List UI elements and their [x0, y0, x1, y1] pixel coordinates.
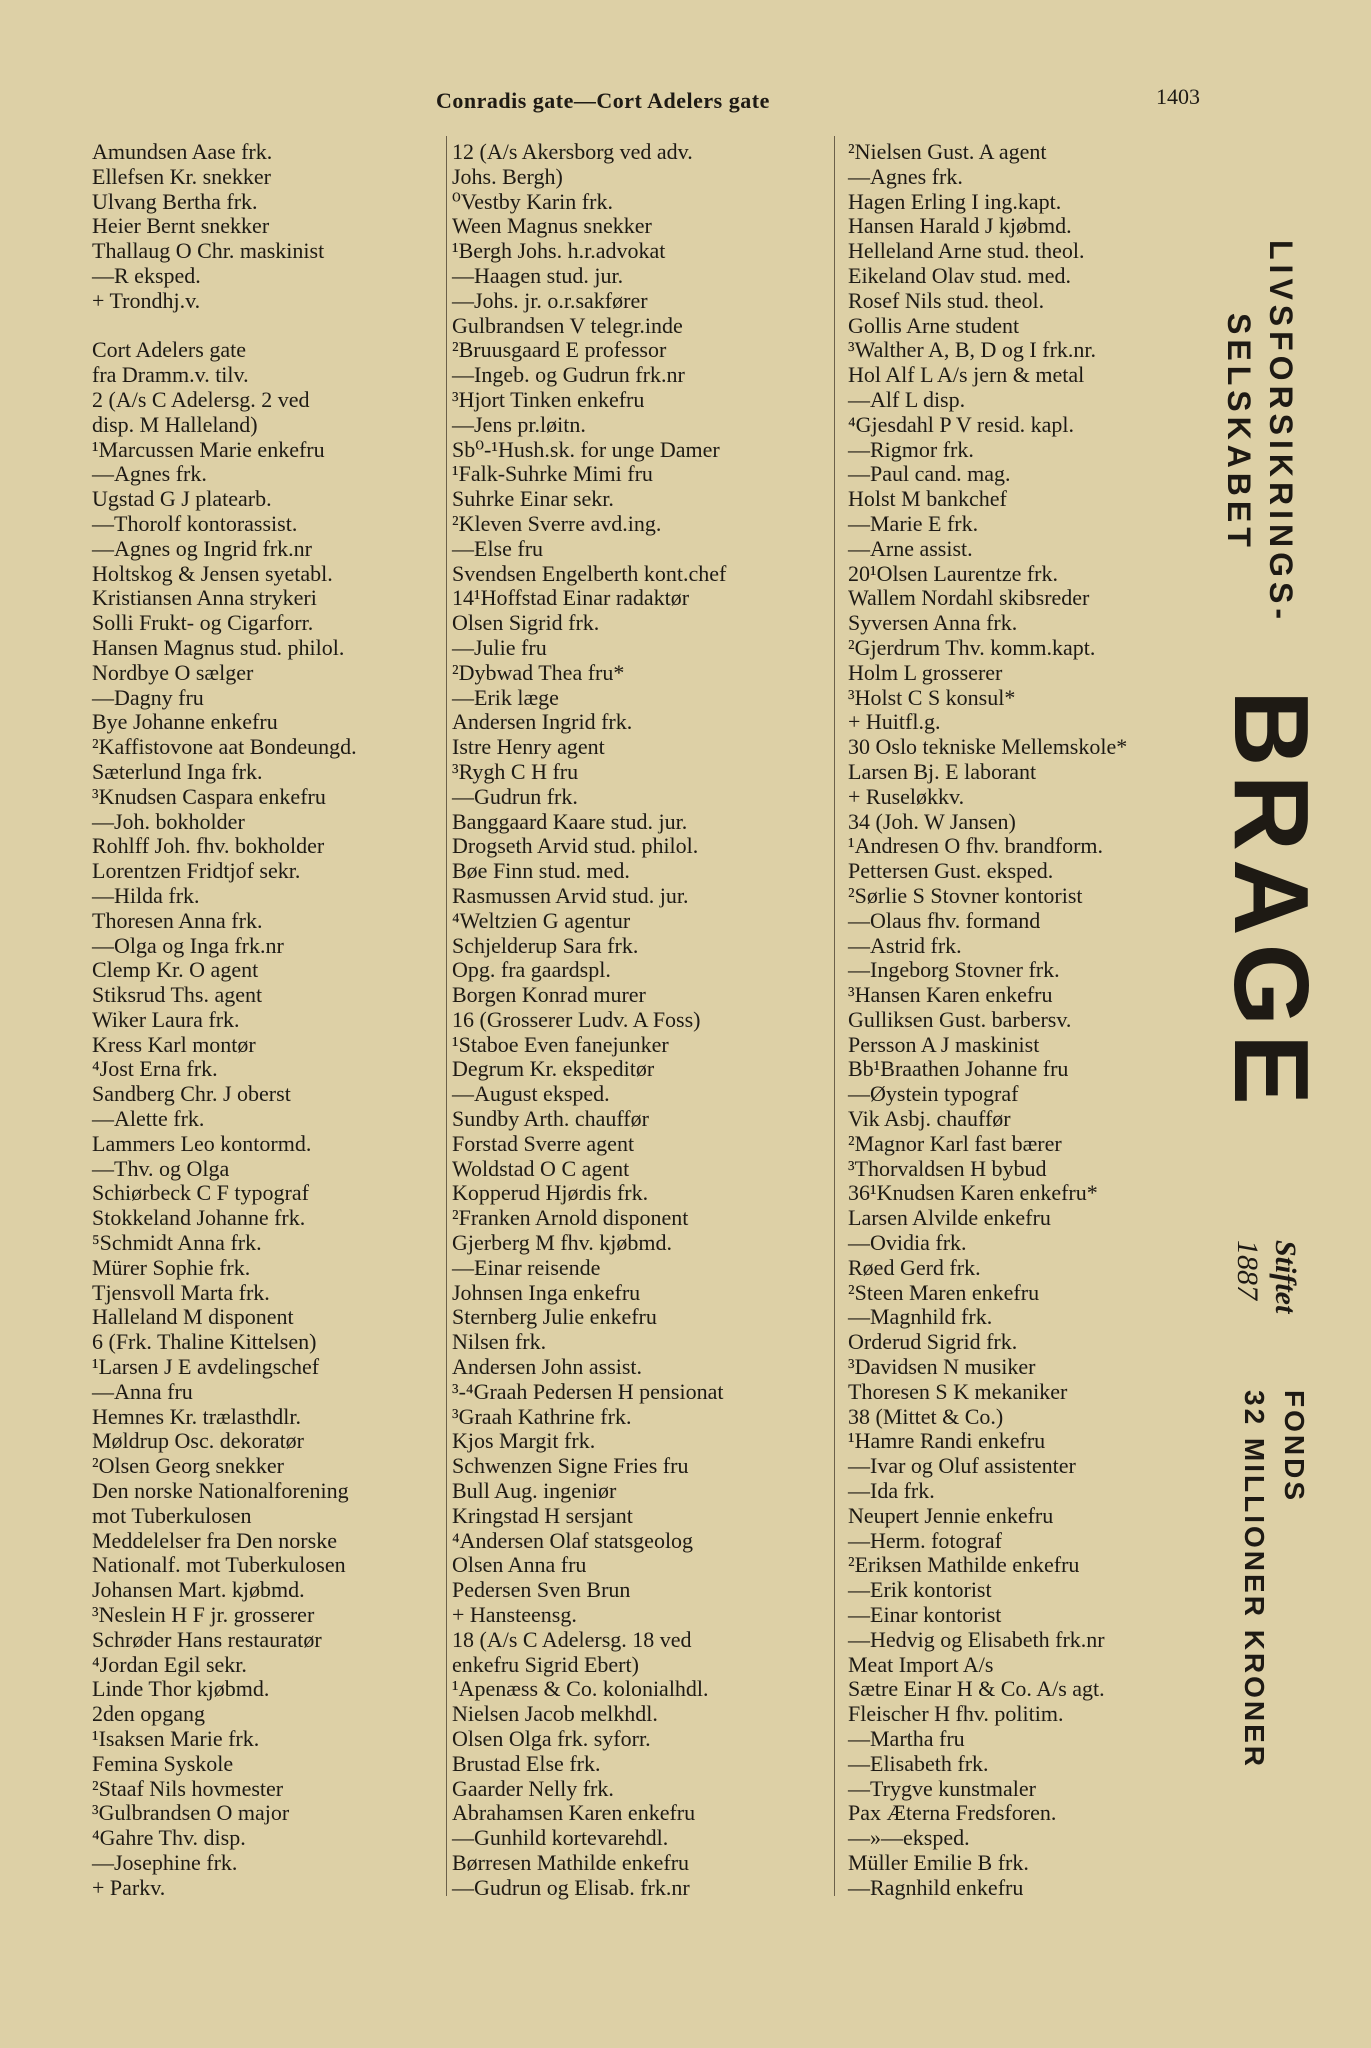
directory-entry: mot Tuberkulosen [92, 1502, 252, 1528]
directory-entry: Nordbye O sælger [92, 659, 254, 685]
directory-entry: Thoresen Anna frk. [92, 907, 263, 933]
directory-entry: ¹Hamre Randi enkefru [848, 1428, 1046, 1454]
directory-entry: ²Dybwad Thea fru* [452, 659, 625, 685]
ad-line-1: LIVSFORSIKRINGS- [1263, 240, 1299, 625]
directory-entry: Nilsen frk. [452, 1329, 547, 1355]
directory-entry: ²Olsen Georg snekker [92, 1453, 284, 1479]
directory-entry: Bye Johanne enkefru [92, 709, 278, 735]
directory-entry: Schwenzen Signe Fries fru [452, 1453, 689, 1479]
directory-entry: Sundby Arth. chauffør [452, 1106, 649, 1132]
directory-entry: ²Staaf Nils hovmester [92, 1775, 284, 1801]
directory-entry: —Else fru [452, 535, 544, 561]
directory-entry: Drogseth Arvid stud. philol. [452, 833, 699, 859]
directory-entry: —Anna fru [92, 1378, 193, 1404]
directory-entry: Femina Syskole [92, 1750, 234, 1776]
directory-entry: Johansen Mart. kjøbmd. [92, 1577, 305, 1603]
directory-entry: 20¹Olsen Laurentze frk. [848, 560, 1059, 586]
directory-column-3 [848, 140, 1226, 1901]
directory-entry: 30 Oslo tekniske Mellemskole* [848, 734, 1128, 760]
directory-entry: —Ida frk. [848, 1478, 935, 1504]
directory-entry: ³Hjort Tinken enkefru [452, 386, 645, 412]
directory-entry: Hansen Harald J kjøbmd. [848, 213, 1072, 239]
directory-entry: —August eksped. [452, 1081, 610, 1107]
directory-entry: Kopperud Hjørdis frk. [452, 1180, 649, 1206]
directory-entry: —Alette frk. [92, 1106, 205, 1132]
directory-entry: —Ingeb. og Gudrun frk.nr [452, 362, 685, 388]
directory-entry: —Hilda frk. [92, 882, 200, 908]
directory-entry: Hemnes Kr. trælasthdlr. [92, 1403, 301, 1429]
directory-entry: Neupert Jennie enkefru [848, 1502, 1054, 1528]
directory-entry: —Einar reisende [452, 1254, 601, 1280]
directory-entry: Rosef Nils stud. theol. [848, 287, 1045, 313]
directory-entry: Thoresen S K mekaniker [848, 1378, 1068, 1404]
directory-entry: —Agnes frk. [92, 461, 207, 487]
directory-entry: Olsen Olga frk. syforr. [452, 1726, 651, 1751]
directory-entry: —R eksped. [92, 262, 201, 288]
directory-entry: Kress Karl montør [92, 1031, 256, 1057]
directory-entry: Wallem Nordahl skibsreder [848, 585, 1090, 611]
ad-founded [1228, 1240, 1304, 1313]
directory-entry: 2den opgang [92, 1701, 206, 1727]
directory-column-2 [452, 140, 838, 1901]
directory-entry: —Josephine frk. [92, 1849, 238, 1875]
directory-entry: ³-⁴Graah Pedersen H pensionat [452, 1378, 724, 1404]
directory-entry: Mürer Sophie frk. [92, 1254, 251, 1280]
directory-entry: —Johs. jr. o.r.sakfører [452, 287, 648, 313]
directory-entry: Børresen Mathilde enkefru [452, 1849, 690, 1875]
directory-entry: Nationalf. mot Tuberkulosen [92, 1552, 346, 1578]
directory-entry: Schrøder Hans restauratør [92, 1626, 322, 1652]
directory-entry: Bb¹Braathen Johanne fru [848, 1056, 1069, 1082]
directory-entry: Andersen John assist. [452, 1354, 643, 1380]
directory-entry: Amundsen Aase frk. [92, 139, 273, 164]
directory-entry: Thallaug O Chr. maskinist [92, 238, 325, 264]
directory-entry: Stiksrud Ths. agent [92, 982, 263, 1008]
ad-line-2: SELSKABET [1221, 312, 1257, 552]
directory-entry: 14¹Hoffstad Einar radaktør [452, 585, 690, 611]
directory-entry: Opg. fra gaardspl. [452, 957, 611, 983]
directory-entry: —Arne assist. [848, 535, 973, 561]
directory-entry: —Magnhild frk. [848, 1304, 993, 1330]
directory-entry: ⁴Jost Erna frk. [92, 1056, 218, 1082]
directory-entry: Syversen Anna frk. [848, 610, 1018, 636]
directory-entry: 38 (Mittet & Co.) [848, 1403, 1004, 1429]
directory-entry: Olsen Sigrid frk. [452, 610, 600, 636]
directory-entry: Persson A J maskinist [848, 1031, 1040, 1057]
directory-entry: —Thorolf kontorassist. [92, 510, 298, 536]
directory-entry: —Agnes frk. [848, 163, 963, 189]
directory-entry: ¹Isaksen Marie frk. [92, 1726, 260, 1751]
directory-entry: Hansen Magnus stud. philol. [92, 634, 345, 660]
directory-entry: Eikeland Olav stud. med. [848, 262, 1072, 288]
directory-entry: Svendsen Engelberth kont.chef [452, 560, 727, 586]
directory-entry: —Jens pr.løitn. [452, 411, 586, 437]
directory-entry: disp. M Halleland) [92, 411, 258, 437]
directory-entry: Gulbrandsen V telegr.inde [452, 312, 683, 338]
directory-entry: Møldrup Osc. dekoratør [92, 1428, 305, 1454]
directory-entry: Istre Henry agent [452, 734, 605, 760]
directory-entry: ¹Bergh Johs. h.r.advokat [452, 238, 666, 264]
directory-entry: Gollis Arne student [848, 312, 1020, 338]
directory-entry: Johs. Bergh) [452, 163, 563, 189]
directory-entry: ³Rygh C H fru [452, 758, 579, 784]
directory-entry: Müller Emilie B frk. [848, 1849, 1029, 1875]
directory-entry: Holst M bankchef [848, 486, 1007, 512]
directory-entry: Rohlff Joh. fhv. bokholder [92, 833, 325, 859]
directory-entry: Kristiansen Anna strykeri [92, 585, 317, 611]
directory-entry: —Olaus fhv. formand [848, 907, 1041, 933]
directory-entry: Heier Bernt snekker [92, 213, 270, 239]
directory-entry: —Thv. og Olga [92, 1155, 230, 1181]
directory-entry [92, 314, 452, 339]
directory-entry: Wiker Laura frk. [92, 1006, 240, 1032]
directory-entry: ⁴Weltzien G agentur [452, 907, 631, 933]
directory-entry: Gaarder Nelly frk. [452, 1775, 614, 1801]
directory-entry: ²Magnor Karl fast bærer [848, 1130, 1062, 1156]
directory-entry: Stokkeland Johanne frk. [92, 1205, 306, 1231]
directory-entry: Gjerberg M fhv. kjøbmd. [452, 1230, 672, 1256]
directory-entry: + Hansteensg. [452, 1602, 577, 1628]
directory-entry: Fleischer H fhv. politim. [848, 1701, 1064, 1727]
directory-entry: ²Eriksen Mathilde enkefru [848, 1552, 1080, 1578]
directory-entry: —Elisabeth frk. [848, 1750, 989, 1776]
directory-entry: —Erik kontorist [848, 1577, 992, 1603]
directory-entry: 16 (Grosserer Ludv. A Foss) [452, 1006, 701, 1032]
directory-entry: 2 (A/s C Adelersg. 2 ved [92, 386, 310, 412]
directory-entry: + Huitfl.g. [848, 709, 941, 735]
ad-fonds-label: FONDS [1279, 1390, 1310, 1503]
directory-entry: Sæterlund Inga frk. [92, 758, 263, 784]
directory-entry: Helleland Arne stud. theol. [848, 238, 1085, 264]
directory-entry: ²Nielsen Gust. A agent [848, 139, 1047, 164]
directory-entry: ¹Staboe Even fanejunker [452, 1031, 669, 1057]
directory-entry: Larsen Alvilde enkefru [848, 1205, 1051, 1231]
directory-entry: ³Hansen Karen enkefru [848, 982, 1053, 1008]
directory-entry: Solli Frukt- og Cigarforr. [92, 610, 314, 636]
directory-entry: Schjelderup Sara frk. [452, 932, 639, 958]
directory-entry: Pettersen Gust. eksped. [848, 858, 1054, 884]
directory-entry: —Ragnhild enkefru [848, 1874, 1024, 1900]
directory-entry: ²Kleven Sverre avd.ing. [452, 510, 662, 536]
directory-entry: —Alf L disp. [848, 386, 966, 412]
directory-entry: Bull Aug. ingeniør [452, 1478, 617, 1504]
directory-entry: 36¹Knudsen Karen enkefru* [848, 1180, 1098, 1206]
ad-founded-year: 1887 [1231, 1240, 1264, 1300]
directory-entry: ³Graah Kathrine frk. [452, 1403, 632, 1429]
directory-entry: ¹Larsen J E avdelingschef [92, 1354, 320, 1380]
directory-entry: ⁰Vestby Karin frk. [452, 188, 613, 214]
directory-entry: Den norske Nationalforening [92, 1478, 349, 1504]
directory-entry: 6 (Frk. Thaline Kittelsen) [92, 1329, 317, 1355]
ad-fonds-value: 32 MILLIONER KRONER [1239, 1390, 1270, 1770]
directory-entry: Andersen Ingrid frk. [452, 709, 633, 735]
directory-entry: Hol Alf L A/s jern & metal [848, 362, 1085, 388]
directory-entry: ⁴Jordan Egil sekr. [92, 1651, 247, 1677]
directory-entry: ⁴Gjesdahl P V resid. kapl. [848, 411, 1075, 437]
directory-entry: —Martha fru [848, 1726, 965, 1751]
directory-entry: ³Holst C S konsul* [848, 684, 1016, 710]
directory-entry: Meat Import A/s [848, 1651, 994, 1677]
directory-entry: Pax Æterna Fredsforen. [848, 1800, 1057, 1826]
directory-entry: 12 (A/s Akersborg ved adv. [452, 139, 693, 164]
directory-entry: Brustad Else frk. [452, 1750, 601, 1776]
directory-entry: Borgen Konrad murer [452, 982, 646, 1008]
directory-entry: Banggaard Kaare stud. jur. [452, 808, 688, 834]
directory-entry: 18 (A/s C Adelersg. 18 ved [452, 1626, 692, 1652]
directory-entry: Olsen Anna fru [452, 1552, 587, 1578]
directory-entry: ¹Apenæss & Co. kolonialhdl. [452, 1676, 709, 1702]
directory-entry: Holm L grosserer [848, 659, 1003, 685]
directory-entry: Suhrke Einar sekr. [452, 486, 614, 512]
directory-entry: Nielsen Jacob melkhdl. [452, 1701, 658, 1727]
directory-entry: Ellefsen Kr. snekker [92, 163, 271, 189]
ad-fonds [1234, 1390, 1314, 1769]
directory-entry: Røed Gerd frk. [848, 1254, 981, 1280]
directory-entry: Cort Adelers gate [92, 337, 246, 363]
ad-company-name [1218, 240, 1302, 624]
directory-entry: —Rigmor frk. [848, 436, 974, 462]
page-header-title: Conradis gate—Cort Adelers gate [436, 88, 770, 113]
directory-entry: Kjos Margit frk. [452, 1428, 596, 1454]
directory-entry: ³Knudsen Caspara enkefru [92, 783, 326, 809]
directory-entry: Forstad Sverre agent [452, 1130, 635, 1156]
directory-entry: —Ivar og Oluf assistenter [848, 1453, 1076, 1479]
directory-entry: —Erik læge [452, 684, 559, 710]
directory-entry: Rasmussen Arvid stud. jur. [452, 882, 689, 908]
directory-entry: —Gunhild kortevarehdl. [452, 1825, 669, 1851]
directory-entry: Larsen Bj. E laborant [848, 758, 1037, 784]
directory-entry: —Hedvig og Elisabeth frk.nr [848, 1626, 1105, 1652]
directory-entry: —Marie E frk. [848, 510, 979, 536]
directory-entry: + Parkv. [92, 1874, 166, 1900]
directory-entry: —Ingeborg Stovner frk. [848, 957, 1060, 983]
directory-entry: ³Thorvaldsen H bybud [848, 1155, 1047, 1181]
directory-entry: ²Sørlie S Stovner kontorist [848, 882, 1083, 908]
directory-entry: ¹Falk-Suhrke Mimi fru [452, 461, 653, 487]
ad-brand: BRAGE [1212, 690, 1330, 1113]
directory-entry: Ween Magnus snekker [452, 213, 652, 239]
directory-entry: Tjensvoll Marta frk. [92, 1279, 270, 1305]
directory-entry: —Øystein typograf [848, 1081, 1019, 1107]
directory-entry: ³Davidsen N musiker [848, 1354, 1036, 1380]
directory-entry: Bøe Finn stud. med. [452, 858, 630, 884]
directory-entry: ⁴Andersen Olaf statsgeolog [452, 1527, 694, 1553]
directory-entry: Pedersen Sven Brun [452, 1577, 631, 1603]
directory-entry: Vik Asbj. chauffør [848, 1106, 1011, 1132]
directory-entry: ²Franken Arnold disponent [452, 1205, 689, 1231]
directory-entry: —Dagny fru [92, 684, 204, 710]
directory-entry: Woldstad O C agent [452, 1155, 630, 1181]
directory-entry: ³Walther A, B, D og I frk.nr. [848, 337, 1097, 363]
directory-entry: Sb⁰-¹Hush.sk. for unge Damer [452, 436, 720, 462]
directory-entry: —Haagen stud. jur. [452, 262, 624, 288]
directory-entry: + Trondhj.v. [92, 287, 201, 313]
directory-entry: ²Bruusgaard E professor [452, 337, 667, 363]
page-number: 1403 [1156, 84, 1200, 109]
directory-entry: —Olga og Inga frk.nr [92, 932, 284, 958]
directory-entry: enkefru Sigrid Ebert) [452, 1651, 639, 1677]
directory-entry: —Joh. bokholder [92, 808, 245, 834]
directory-entry: ²Kaffistovone aat Bondeungd. [92, 734, 357, 760]
directory-entry: fra Dramm.v. tilv. [92, 362, 249, 388]
directory-entry: Kringstad H sersjant [452, 1502, 633, 1528]
directory-entry: Abrahamsen Karen enkefru [452, 1800, 696, 1826]
directory-entry: —Gudrun frk. [452, 783, 578, 809]
directory-entry: ¹Marcussen Marie enkefru [92, 436, 325, 462]
directory-entry: Degrum Kr. ekspeditør [452, 1056, 655, 1082]
directory-entry: —Julie fru [452, 634, 547, 660]
directory-entry: —Trygve kunstmaler [848, 1775, 1037, 1801]
directory-entry: Linde Thor kjøbmd. [92, 1676, 270, 1702]
directory-entry: Ulvang Bertha frk. [92, 188, 258, 214]
directory-entry: ⁴Gahre Thv. disp. [92, 1825, 246, 1851]
directory-entry: ³Neslein H F jr. grosserer [92, 1602, 315, 1628]
directory-entry: Schiørbeck C F typograf [92, 1180, 309, 1206]
directory-entry: Sandberg Chr. J oberst [92, 1081, 291, 1107]
directory-entry: 34 (Joh. W Jansen) [848, 808, 1016, 834]
directory-entry: ⁵Schmidt Anna frk. [92, 1230, 262, 1256]
directory-entry: —Astrid frk. [848, 932, 962, 958]
directory-entry: ²Gjerdrum Thv. komm.kapt. [848, 634, 1096, 660]
directory-entry: ¹Andresen O fhv. brandform. [848, 833, 1104, 859]
directory-entry: Sætre Einar H & Co. A/s agt. [848, 1676, 1105, 1702]
directory-entry: Holtskog & Jensen syetabl. [92, 560, 333, 586]
directory-entry: —Gudrun og Elisab. frk.nr [452, 1874, 690, 1900]
directory-entry: Ugstad G J platearb. [92, 486, 272, 512]
directory-entry: ²Steen Maren enkefru [848, 1279, 1040, 1305]
directory-entry: Meddelelser fra Den norske [92, 1527, 337, 1553]
directory-entry: —Paul cand. mag. [848, 461, 1011, 487]
directory-entry: —»—eksped. [848, 1825, 970, 1851]
directory-entry: Hagen Erling I ing.kapt. [848, 188, 1062, 214]
directory-entry: Clemp Kr. O agent [92, 957, 259, 983]
directory-entry: —Einar kontorist [848, 1602, 1002, 1628]
directory-entry: + Ruseløkkv. [848, 783, 965, 809]
directory-entry: Gulliksen Gust. barbersv. [848, 1006, 1072, 1032]
directory-entry: Johnsen Inga enkefru [452, 1279, 641, 1305]
directory-column-1 [92, 140, 452, 1901]
directory-entry: Lammers Leo kontormd. [92, 1130, 312, 1156]
ad-founded-label: Stiftet [1269, 1240, 1302, 1314]
directory-entry: —Ovidia frk. [848, 1230, 967, 1256]
directory-entry: Orderud Sigrid frk. [848, 1329, 1018, 1355]
directory-entry: ³Gulbrandsen O major [92, 1800, 290, 1826]
directory-entry: —Agnes og Ingrid frk.nr [92, 535, 312, 561]
directory-entry: Lorentzen Fridtjof sekr. [92, 858, 301, 884]
directory-entry: Halleland M disponent [92, 1304, 294, 1330]
directory-entry: Sternberg Julie enkefru [452, 1304, 657, 1330]
directory-entry: —Herm. fotograf [848, 1527, 1002, 1553]
